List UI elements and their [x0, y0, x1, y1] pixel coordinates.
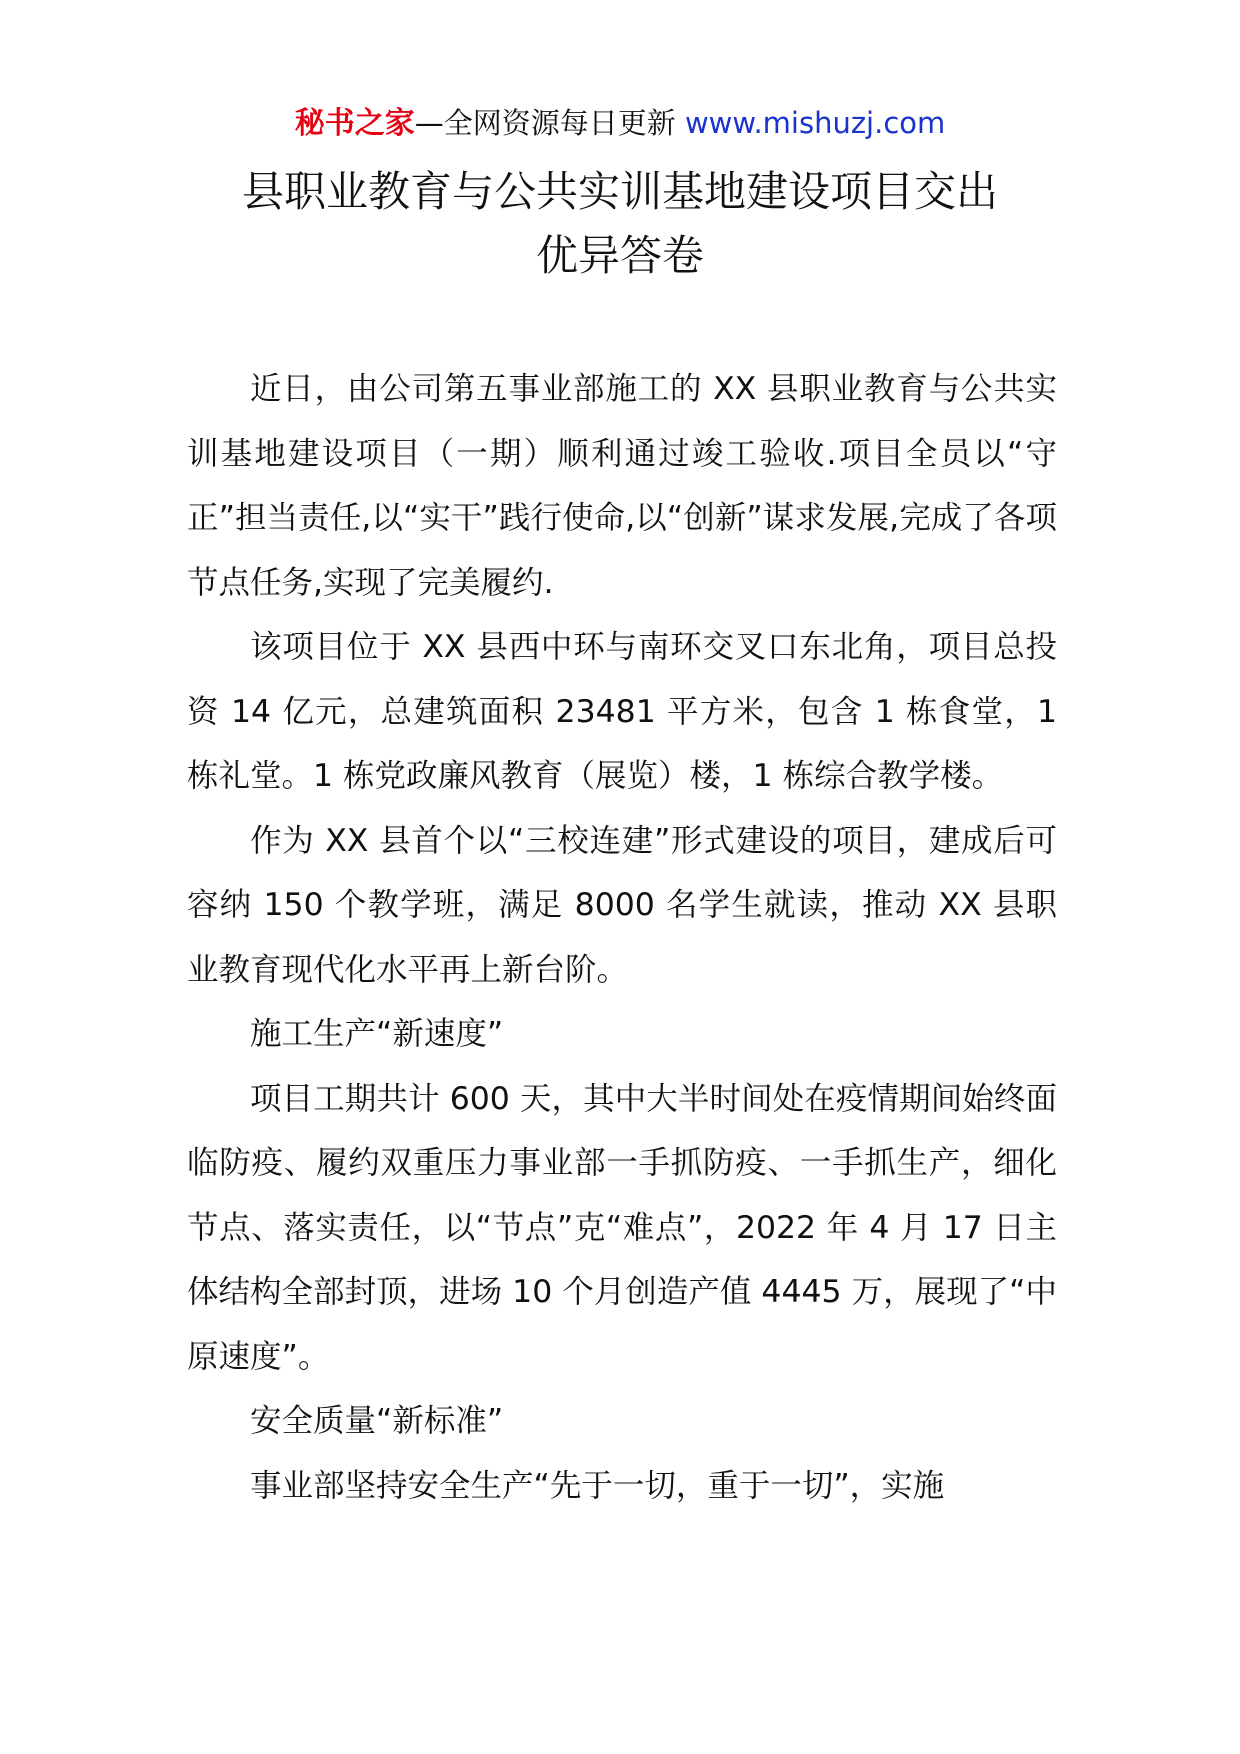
- site-header: [0, 103, 1240, 144]
- article-title-line-2: 优异答卷: [535, 231, 704, 280]
- subheading-speed: 施工生产“新速度”: [250, 1016, 504, 1052]
- paragraph-location: 该项目位于 XX 县西中环与南环交叉口东北角，项目总投资 14 亿元，总建筑面积 23481 平方米，包含 1 栋食堂，1 栋礼堂。1 栋党政廉风教育（展览）楼，1 栋综合教学楼。: [187, 629, 1057, 794]
- article-title-line-1: 县职业教育与公共实训基地建设项目交出: [241, 167, 998, 216]
- site-brand: 秘书之家: [294, 106, 415, 141]
- paragraph-safety: 事业部坚持安全生产“先于一切，重于一切”，实施: [250, 1467, 945, 1504]
- site-tagline: —全网资源每日更新: [414, 106, 676, 140]
- article-title: [160, 160, 1080, 288]
- paragraph-significance: 作为 XX 县首个以“三校连建”形式建设的项目，建成后可容纳 150 个教学班，满足 8000 名学生就读，推动 XX 县职业教育现代化水平再上新台阶。: [187, 822, 1057, 988]
- site-url-link[interactable]: www.mishuzj.com: [684, 106, 946, 140]
- paragraph-intro: 近日，由公司第五事业部施工的 XX 县职业教育与公共实训基地建设项目（一期）顺利通过竣工验收.项目全员以“守正”担当责任,以“实干”践行使命,以“创新”谋求发展,完成了各项节点任务,实现了完美履约.: [187, 371, 1057, 601]
- subheading-safety: 安全质量“新标准”: [250, 1403, 504, 1439]
- article-body: [187, 357, 1057, 1518]
- paragraph-speed: 项目工期共计 600 天，其中大半时间处在疫情期间始终面临防疫、履约双重压力事业部一手抓防疫、一手抓生产，细化节点、落实责任，以“节点”克“难点”，2022 年 4 月 17 日主体结构全部封顶，进场 10 个月创造产值 4445 万，展现了“中原速度”。: [187, 1080, 1057, 1375]
